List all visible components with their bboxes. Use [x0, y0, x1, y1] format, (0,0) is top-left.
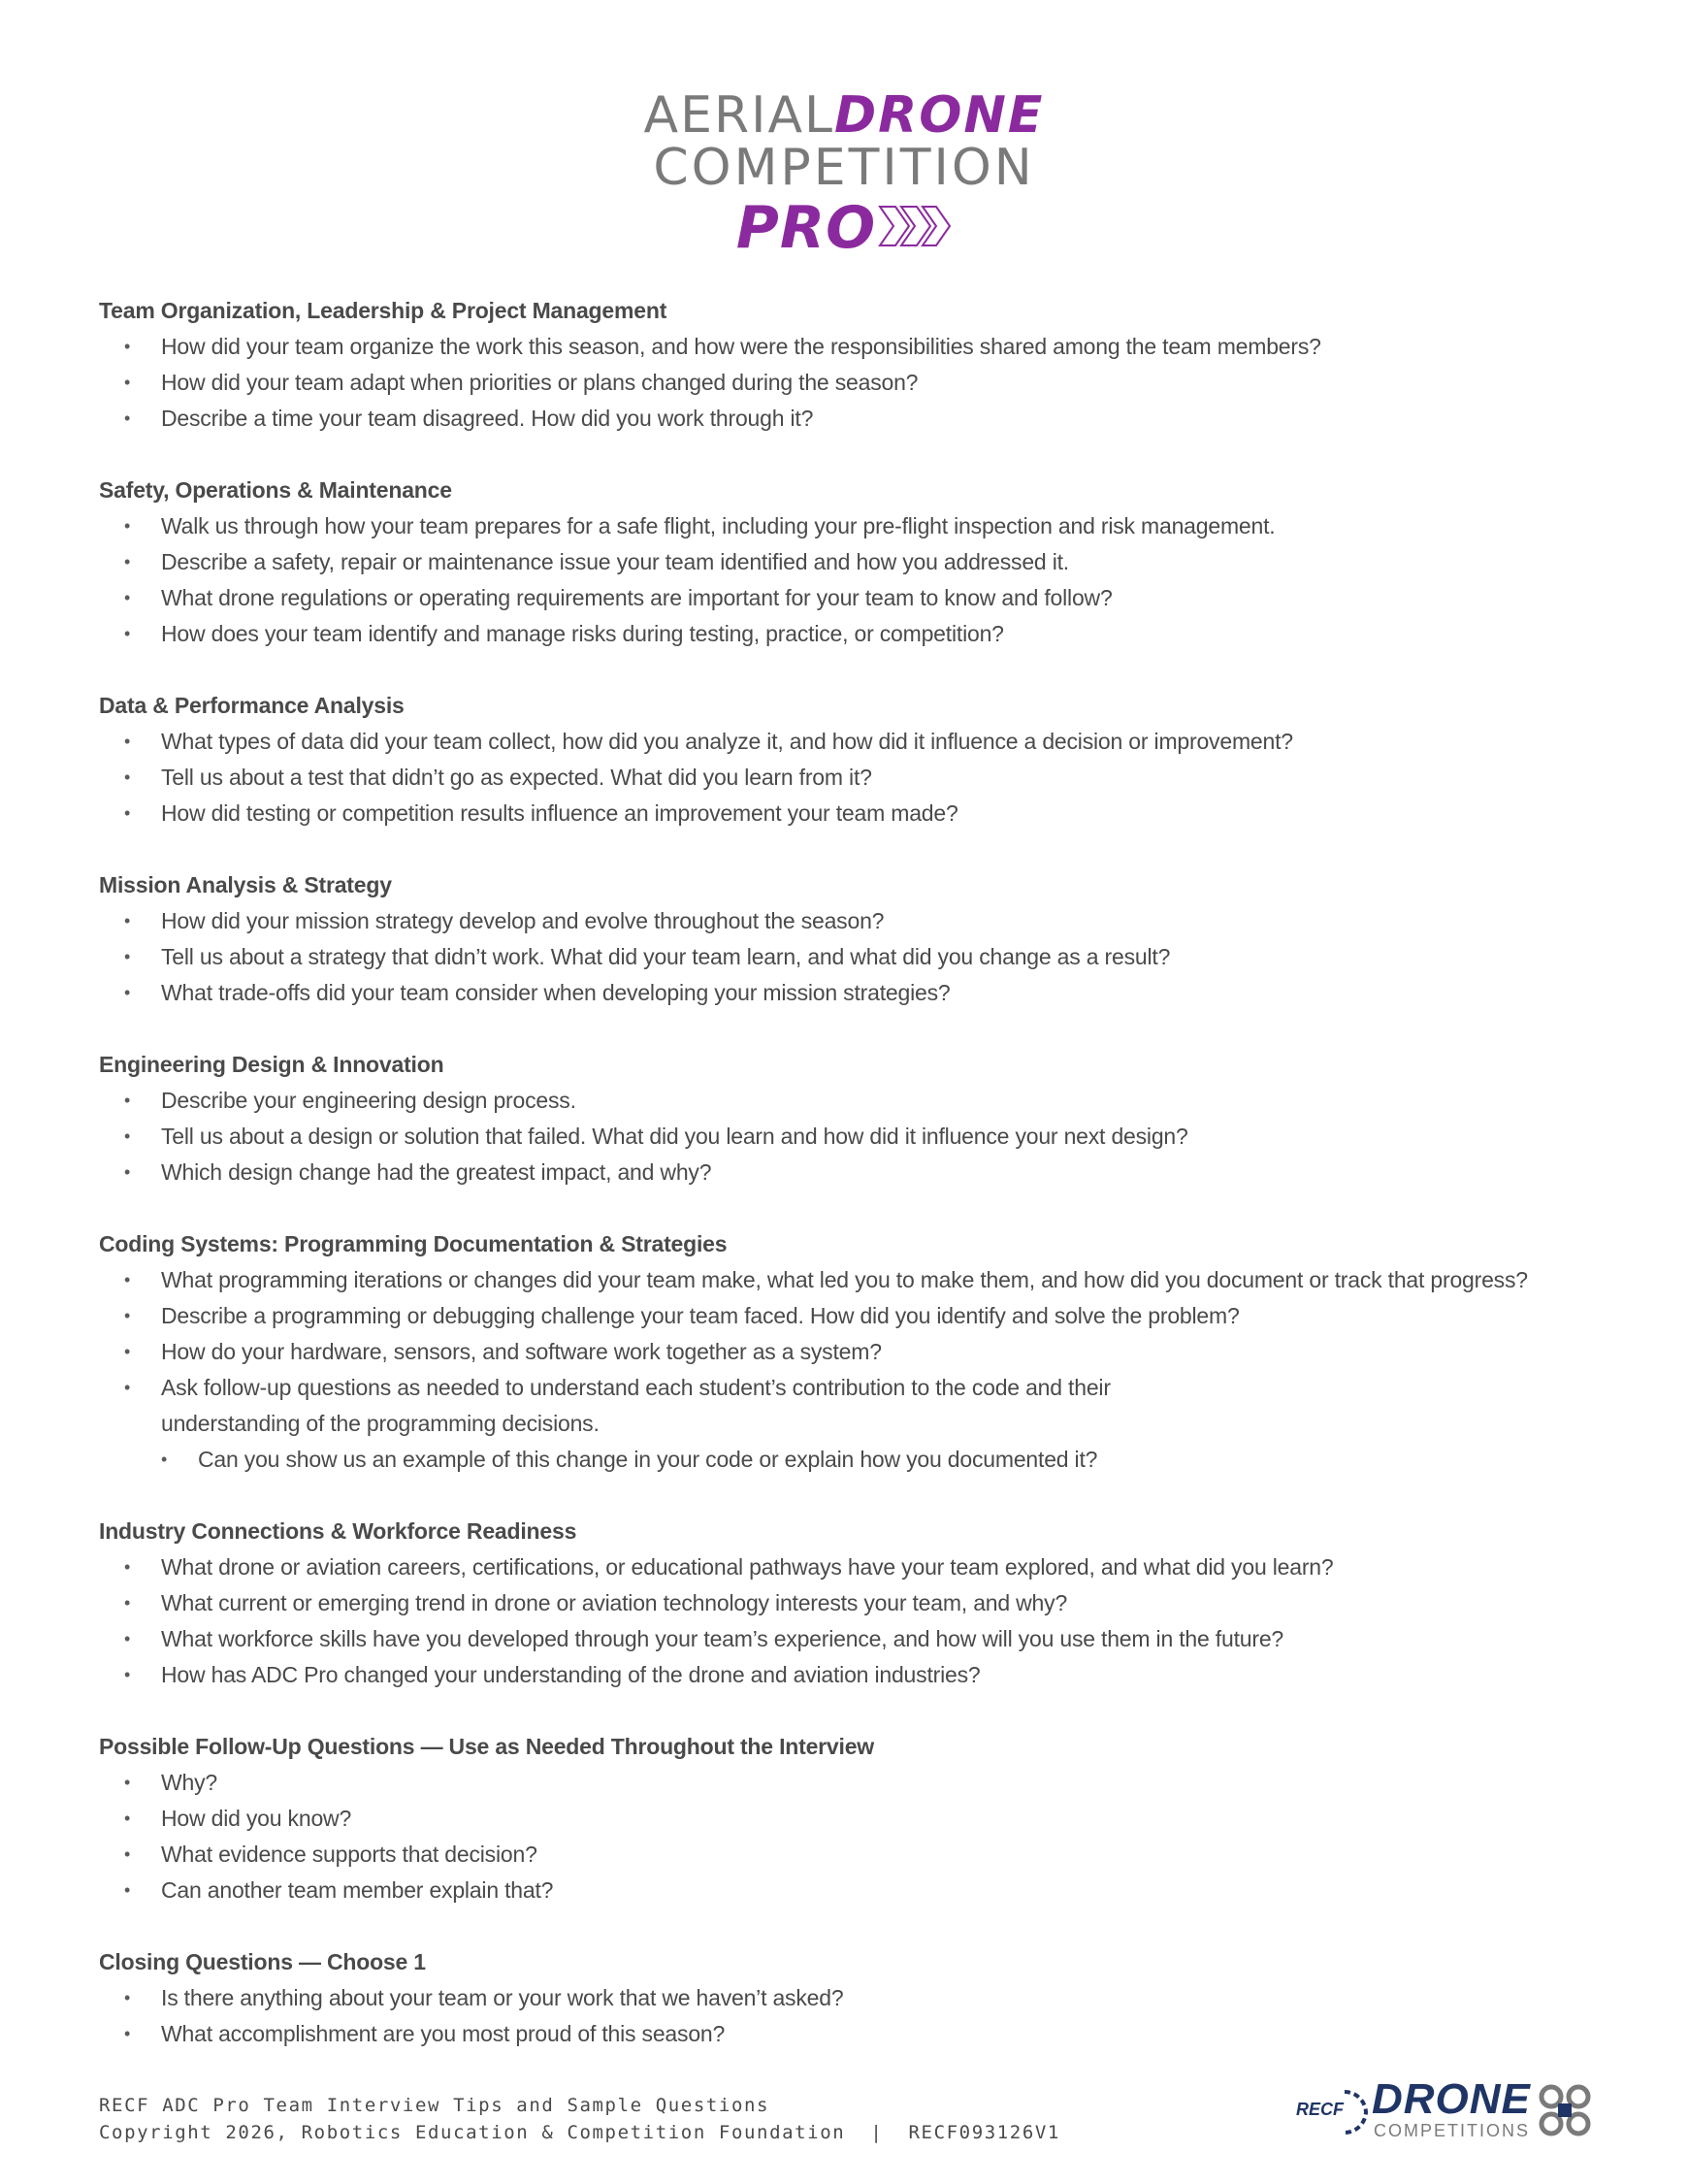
question-item — [99, 975, 1612, 1011]
bullet-icon: • — [124, 1809, 131, 1828]
question-item — [99, 1873, 1612, 1908]
bullet-icon: • — [124, 1126, 131, 1146]
question-item — [99, 616, 1612, 652]
recf-drone-competitions-logo — [1296, 2075, 1597, 2146]
question-text: Tell us about a design or solution that failed. What did you learn and how did it influence your next design? — [161, 1124, 1188, 1149]
question-section — [99, 1047, 1612, 1190]
footer-text — [99, 2092, 1060, 2146]
section-heading: Team Organization, Leadership & Project Management — [99, 298, 667, 323]
question-text: Why? — [161, 1770, 217, 1795]
footer-document-title: RECF ADC Pro Team Interview Tips and Sample Questions — [99, 2095, 770, 2116]
question-item — [99, 1083, 1612, 1119]
logo-pro-row — [0, 194, 1688, 262]
section-heading: Data & Performance Analysis — [99, 693, 405, 718]
question-item — [99, 1370, 1612, 1442]
question-list — [99, 508, 1612, 652]
question-text: How did you know? — [161, 1806, 352, 1831]
question-text: Ask follow-up questions as needed to understand each student’s contribution to the code and their understanding of the programming decisions. — [161, 1375, 1111, 1436]
question-section — [99, 1944, 1612, 2052]
question-list — [99, 1765, 1612, 1908]
question-text: Walk us through how your team prepares for a safe flight, including your pre-flight inspection and risk management. — [161, 513, 1276, 538]
sub-question-item — [99, 1442, 1612, 1478]
section-heading: Industry Connections & Workforce Readiness — [99, 1518, 577, 1544]
bullet-icon: • — [124, 1270, 131, 1289]
bullet-icon: • — [124, 767, 131, 787]
bullet-icon: • — [124, 1988, 131, 2007]
bullet-icon: • — [124, 408, 131, 428]
section-heading: Safety, Operations & Maintenance — [99, 477, 452, 503]
interview-questions — [99, 293, 1612, 2088]
question-item — [99, 401, 1612, 437]
question-item — [99, 1155, 1612, 1190]
section-heading: Engineering Design & Innovation — [99, 1052, 444, 1077]
question-list — [99, 724, 1612, 831]
question-text: How did your mission strategy develop and evolve throughout the season? — [161, 908, 885, 933]
question-item — [99, 1657, 1612, 1693]
bullet-icon: • — [124, 2024, 131, 2043]
bullet-icon: • — [124, 1844, 131, 1864]
question-text: What programming iterations or changes did your team make, what led you to make them, and how did you document or track that progress? — [161, 1267, 1528, 1292]
question-section — [99, 293, 1612, 437]
drone-logo-text: DRONE — [1372, 2075, 1531, 2123]
bullet-icon: • — [124, 947, 131, 966]
question-section — [99, 688, 1612, 831]
question-item — [99, 1585, 1612, 1621]
question-list — [99, 903, 1612, 1011]
question-item — [99, 1262, 1612, 1298]
question-item — [99, 1801, 1612, 1837]
question-text: Describe a programming or debugging challenge your team faced. How did you identify and solve the problem? — [161, 1303, 1240, 1328]
question-item — [99, 580, 1612, 616]
question-item — [99, 1334, 1612, 1370]
question-text: What current or emerging trend in drone or aviation technology interests your team, and why? — [161, 1590, 1068, 1615]
question-text: How has ADC Pro changed your understanding of the drone and aviation industries? — [161, 1662, 981, 1687]
question-text: How do your hardware, sensors, and software work together as a system? — [161, 1339, 882, 1364]
question-text: How does your team identify and manage risks during testing, practice, or competition? — [161, 621, 1004, 646]
question-text: What drone regulations or operating requirements are important for your team to know and follow? — [161, 585, 1113, 610]
bullet-icon: • — [124, 1378, 131, 1397]
section-heading: Closing Questions — Choose 1 — [99, 1949, 426, 1974]
bullet-icon: • — [124, 911, 131, 930]
question-item — [99, 1980, 1612, 2016]
logo-line-1 — [0, 86, 1688, 145]
bullet-icon: • — [124, 1162, 131, 1182]
question-item — [99, 1621, 1612, 1657]
quadcopter-icon — [1539, 2084, 1591, 2141]
bullet-icon: • — [124, 1557, 131, 1577]
question-item — [99, 760, 1612, 796]
recf-logo-text: RECF — [1296, 2100, 1344, 2119]
question-text: Describe a safety, repair or maintenance issue your team identified and how you addressed it. — [161, 549, 1069, 574]
gear-icon — [1339, 2086, 1372, 2143]
competitions-logo-text: COMPETITIONS — [1374, 2121, 1531, 2140]
bullet-icon: • — [124, 373, 131, 392]
bullet-icon: • — [124, 1091, 131, 1110]
section-heading: Possible Follow-Up Questions — Use as Needed Throughout the Interview — [99, 1734, 874, 1759]
question-item — [99, 544, 1612, 580]
question-item — [99, 724, 1612, 760]
question-section — [99, 473, 1612, 652]
question-text: Tell us about a strategy that didn’t work. What did your team learn, and what did you change as a result? — [161, 944, 1171, 969]
aerial-drone-competition-pro-logo — [0, 86, 1688, 262]
section-heading: Mission Analysis & Strategy — [99, 872, 392, 897]
question-text: Describe a time your team disagreed. How did you work through it? — [161, 406, 814, 431]
bullet-icon: • — [124, 516, 131, 536]
question-text: What workforce skills have you developed through your team’s experience, and how will you use them in the future? — [161, 1626, 1284, 1651]
question-list — [99, 1262, 1612, 1478]
question-item — [99, 939, 1612, 975]
question-text: Describe your engineering design process. — [161, 1088, 576, 1113]
question-text: What trade-offs did your team consider when developing your mission strategies? — [161, 980, 951, 1005]
question-list — [99, 1083, 1612, 1190]
question-text: What drone or aviation careers, certifications, or educational pathways have your team explored, and what did you learn? — [161, 1554, 1334, 1580]
question-item — [99, 1549, 1612, 1585]
question-text: How did your team organize the work this season, and how were the responsibilities shared among the team members? — [161, 334, 1321, 359]
bullet-icon: • — [124, 1629, 131, 1648]
question-list — [99, 1549, 1612, 1693]
question-item — [99, 508, 1612, 544]
logo-drone-text: DRONE — [833, 86, 1045, 145]
question-text: Which design change had the greatest impact, and why? — [161, 1159, 712, 1185]
question-item — [99, 1765, 1612, 1801]
question-section — [99, 867, 1612, 1011]
section-heading: Coding Systems: Programming Documentation & Strategies — [99, 1231, 728, 1256]
question-item — [99, 365, 1612, 401]
question-item — [99, 329, 1612, 365]
question-section — [99, 1729, 1612, 1908]
bullet-icon: • — [124, 1773, 131, 1792]
bullet-icon: • — [124, 1306, 131, 1325]
question-text: Can you show us an example of this change in your code or explain how you documented it? — [198, 1447, 1098, 1472]
logo-pro-text: PRO — [735, 194, 877, 262]
question-item — [99, 2016, 1612, 2052]
logo-competition-text: COMPETITION — [653, 139, 1035, 197]
question-list — [99, 1980, 1612, 2052]
bullet-icon: • — [161, 1450, 168, 1469]
question-text: How did testing or competition results influence an improvement your team made? — [161, 800, 958, 826]
question-item — [99, 1298, 1612, 1334]
footer-copyright: Copyright 2026, Robotics Education & Competition Foundation | RECF093126V1 — [99, 2122, 1060, 2143]
question-item — [99, 1837, 1612, 1873]
logo-aerial-text: AERIAL — [643, 86, 834, 145]
bullet-icon: • — [124, 803, 131, 823]
question-text: Is there anything about your team or your work that we haven’t asked? — [161, 1985, 844, 2010]
question-text: Tell us about a test that didn’t go as expected. What did you learn from it? — [161, 765, 872, 790]
bullet-icon: • — [124, 732, 131, 751]
question-item — [99, 796, 1612, 831]
question-item — [99, 903, 1612, 939]
bullet-icon: • — [124, 624, 131, 643]
question-text: What accomplishment are you most proud of this season? — [161, 2021, 726, 2046]
bullet-icon: • — [124, 552, 131, 571]
question-text: What types of data did your team collect, how did you analyze it, and how did it influence a decision or improvement? — [161, 729, 1293, 754]
chevrons-icon — [878, 203, 952, 254]
question-section — [99, 1226, 1612, 1478]
bullet-icon: • — [124, 588, 131, 607]
bullet-icon: • — [124, 1593, 131, 1613]
question-text: What evidence supports that decision? — [161, 1842, 537, 1867]
bullet-icon: • — [124, 337, 131, 356]
question-list — [99, 329, 1612, 437]
question-section — [99, 1514, 1612, 1693]
bullet-icon: • — [124, 983, 131, 1002]
question-text: How did your team adapt when priorities or plans changed during the season? — [161, 370, 919, 395]
bullet-icon: • — [124, 1880, 131, 1900]
question-item — [99, 1119, 1612, 1155]
bullet-icon: • — [124, 1665, 131, 1684]
question-text: Can another team member explain that? — [161, 1877, 554, 1903]
bullet-icon: • — [124, 1342, 131, 1361]
